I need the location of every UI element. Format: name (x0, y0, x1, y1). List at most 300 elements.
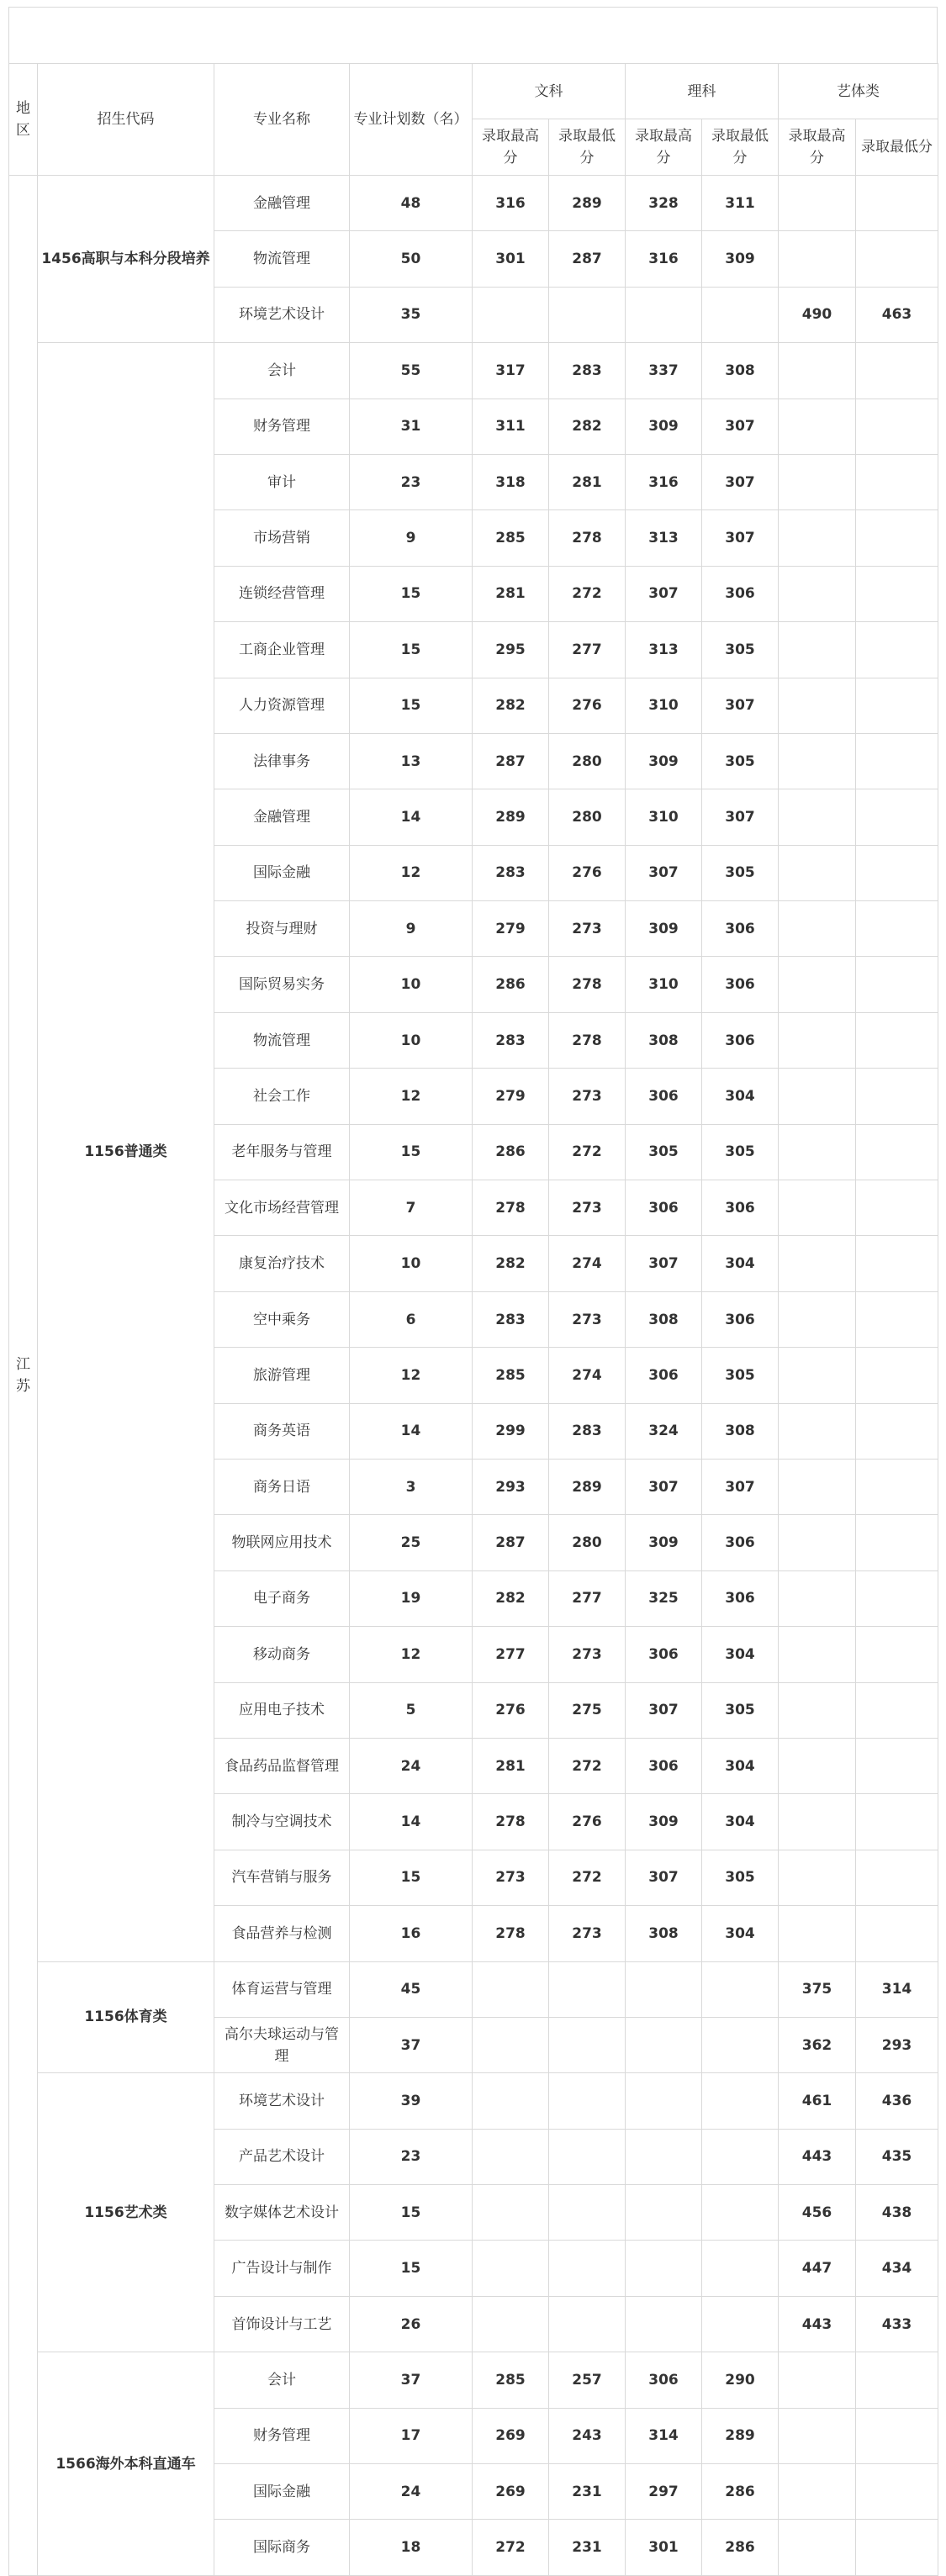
yiti-min-cell (856, 1850, 938, 1905)
major-cell: 食品药品监督管理 (214, 1738, 350, 1793)
major-cell: 金融管理 (214, 789, 350, 845)
like-max-cell: 324 (626, 1403, 702, 1459)
like-min-cell: 306 (702, 1570, 779, 1626)
wenke-max-cell (473, 2296, 549, 2352)
yiti-max-cell (779, 1459, 856, 1514)
yiti-min-cell (856, 1180, 938, 1236)
major-cell: 旅游管理 (214, 1348, 350, 1403)
yiti-max-cell: 447 (779, 2241, 856, 2296)
yiti-min-cell: 434 (856, 2241, 938, 2296)
like-min-cell: 306 (702, 1291, 779, 1347)
wenke-max-cell: 311 (473, 399, 549, 454)
wenke-min-cell: 275 (549, 1682, 626, 1738)
like-max-cell: 310 (626, 789, 702, 845)
wenke-min-cell: 289 (549, 176, 626, 231)
like-max-cell: 308 (626, 1012, 702, 1068)
yiti-min-cell: 314 (856, 1961, 938, 2017)
yiti-min-cell (856, 399, 938, 454)
major-cell: 首饰设计与工艺 (214, 2296, 350, 2352)
like-max-cell: 316 (626, 454, 702, 509)
wenke-min-cell: 243 (549, 2408, 626, 2463)
plan-count-cell: 23 (350, 454, 473, 509)
major-cell: 电子商务 (214, 1570, 350, 1626)
plan-count-cell: 37 (350, 2017, 473, 2072)
yiti-min-cell: 436 (856, 2073, 938, 2129)
like-max-cell: 314 (626, 2408, 702, 2463)
like-min-cell: 305 (702, 1850, 779, 1905)
plan-count-cell: 35 (350, 287, 473, 342)
like-min-cell: 311 (702, 176, 779, 231)
like-min-cell: 307 (702, 510, 779, 566)
wenke-max-cell: 277 (473, 1627, 549, 1682)
like-max-cell: 307 (626, 1459, 702, 1514)
major-cell: 老年服务与管理 (214, 1124, 350, 1180)
like-min-cell: 306 (702, 566, 779, 621)
major-cell: 金融管理 (214, 176, 350, 231)
wenke-min-cell: 283 (549, 343, 626, 399)
major-cell: 会计 (214, 343, 350, 399)
major-cell: 国际商务 (214, 2520, 350, 2575)
group-code-cell: 1456高职与本科分段培养 (38, 176, 214, 343)
plan-count-cell: 19 (350, 1570, 473, 1626)
like-max-cell (626, 2129, 702, 2184)
plan-count-cell: 12 (350, 1348, 473, 1403)
header-wenke-max: 录取最高分 (473, 119, 549, 176)
major-cell: 体育运营与管理 (214, 1961, 350, 2017)
wenke-max-cell: 282 (473, 1570, 549, 1626)
wenke-min-cell (549, 2129, 626, 2184)
yiti-max-cell (779, 1570, 856, 1626)
like-max-cell: 306 (626, 1348, 702, 1403)
wenke-min-cell: 272 (549, 1738, 626, 1793)
like-max-cell: 301 (626, 2520, 702, 2575)
wenke-min-cell (549, 2296, 626, 2352)
like-max-cell (626, 1961, 702, 2017)
yiti-min-cell (856, 454, 938, 509)
wenke-max-cell: 269 (473, 2408, 549, 2463)
plan-count-cell: 12 (350, 845, 473, 900)
like-min-cell (702, 2129, 779, 2184)
like-max-cell: 308 (626, 1291, 702, 1347)
yiti-max-cell (779, 622, 856, 678)
like-min-cell: 309 (702, 231, 779, 287)
yiti-max-cell (779, 176, 856, 231)
like-max-cell: 306 (626, 1738, 702, 1793)
group-code-cell: 1156普通类 (38, 343, 214, 1961)
wenke-max-cell: 281 (473, 566, 549, 621)
wenke-max-cell: 273 (473, 1850, 549, 1905)
table-row (9, 1961, 938, 2017)
yiti-max-cell: 443 (779, 2296, 856, 2352)
yiti-min-cell (856, 231, 938, 287)
major-cell: 高尔夫球运动与管理 (214, 2017, 350, 2072)
yiti-min-cell (856, 1906, 938, 1961)
wenke-min-cell: 278 (549, 957, 626, 1012)
wenke-min-cell: 282 (549, 399, 626, 454)
like-max-cell: 306 (626, 1180, 702, 1236)
yiti-min-cell: 438 (856, 2185, 938, 2241)
yiti-max-cell (779, 231, 856, 287)
yiti-min-cell (856, 343, 938, 399)
wenke-max-cell: 276 (473, 1682, 549, 1738)
yiti-min-cell (856, 176, 938, 231)
wenke-max-cell (473, 2185, 549, 2241)
wenke-min-cell (549, 287, 626, 342)
wenke-max-cell: 282 (473, 1236, 549, 1291)
yiti-min-cell (856, 566, 938, 621)
wenke-max-cell: 289 (473, 789, 549, 845)
like-max-cell: 297 (626, 2464, 702, 2520)
major-cell: 审计 (214, 454, 350, 509)
major-cell: 广告设计与制作 (214, 2241, 350, 2296)
wenke-min-cell: 276 (549, 845, 626, 900)
wenke-min-cell (549, 2241, 626, 2296)
like-max-cell (626, 2185, 702, 2241)
major-cell: 国际金融 (214, 2464, 350, 2520)
header-wenke: 文科 (473, 64, 626, 119)
major-cell: 应用电子技术 (214, 1682, 350, 1738)
like-max-cell: 310 (626, 678, 702, 733)
like-max-cell (626, 2073, 702, 2129)
wenke-max-cell: 285 (473, 1348, 549, 1403)
major-cell: 法律事务 (214, 733, 350, 789)
major-cell: 商务英语 (214, 1403, 350, 1459)
like-min-cell: 290 (702, 2352, 779, 2408)
like-max-cell (626, 2017, 702, 2072)
wenke-min-cell: 273 (549, 901, 626, 957)
plan-count-cell: 25 (350, 1515, 473, 1570)
like-max-cell: 328 (626, 176, 702, 231)
wenke-max-cell: 278 (473, 1180, 549, 1236)
table-row (9, 2073, 938, 2129)
wenke-min-cell: 272 (549, 566, 626, 621)
plan-count-cell: 55 (350, 343, 473, 399)
yiti-max-cell (779, 678, 856, 733)
wenke-max-cell: 287 (473, 1515, 549, 1570)
header-wenke-min: 录取最低分 (549, 119, 626, 176)
yiti-min-cell (856, 1236, 938, 1291)
yiti-min-cell (856, 901, 938, 957)
plan-count-cell: 16 (350, 1906, 473, 1961)
yiti-min-cell (856, 2520, 938, 2575)
yiti-max-cell (779, 1906, 856, 1961)
major-cell: 物联网应用技术 (214, 1515, 350, 1570)
yiti-min-cell (856, 2408, 938, 2463)
header-region: 地区 (9, 64, 38, 176)
wenke-max-cell (473, 2241, 549, 2296)
plan-count-cell: 15 (350, 2185, 473, 2241)
plan-count-cell: 15 (350, 622, 473, 678)
like-min-cell: 307 (702, 678, 779, 733)
yiti-max-cell (779, 1291, 856, 1347)
wenke-max-cell: 287 (473, 733, 549, 789)
like-max-cell: 337 (626, 343, 702, 399)
wenke-max-cell (473, 287, 549, 342)
like-min-cell: 286 (702, 2520, 779, 2575)
like-max-cell: 306 (626, 2352, 702, 2408)
yiti-max-cell (779, 566, 856, 621)
yiti-max-cell (779, 901, 856, 957)
yiti-max-cell (779, 1515, 856, 1570)
major-cell: 国际金融 (214, 845, 350, 900)
like-min-cell (702, 2185, 779, 2241)
like-min-cell: 289 (702, 2408, 779, 2463)
plan-count-cell: 15 (350, 2241, 473, 2296)
like-min-cell: 307 (702, 789, 779, 845)
like-max-cell: 309 (626, 399, 702, 454)
header-plan: 专业计划数（名） (350, 64, 473, 176)
yiti-min-cell (856, 622, 938, 678)
group-code-cell: 1156体育类 (38, 1961, 214, 2073)
yiti-max-cell: 456 (779, 2185, 856, 2241)
wenke-min-cell: 277 (549, 622, 626, 678)
major-cell: 连锁经营管理 (214, 566, 350, 621)
yiti-min-cell (856, 1124, 938, 1180)
major-cell: 社会工作 (214, 1069, 350, 1124)
wenke-max-cell: 279 (473, 901, 549, 957)
like-max-cell: 313 (626, 622, 702, 678)
major-cell: 工商企业管理 (214, 622, 350, 678)
major-cell: 空中乘务 (214, 1291, 350, 1347)
plan-count-cell: 23 (350, 2129, 473, 2184)
like-min-cell: 306 (702, 901, 779, 957)
yiti-max-cell: 375 (779, 1961, 856, 2017)
like-min-cell: 306 (702, 1515, 779, 1570)
wenke-min-cell: 280 (549, 789, 626, 845)
yiti-max-cell (779, 2408, 856, 2463)
header-like-min: 录取最低分 (702, 119, 779, 176)
table-body (9, 176, 938, 2576)
wenke-min-cell: 231 (549, 2464, 626, 2520)
wenke-min-cell: 272 (549, 1124, 626, 1180)
wenke-max-cell: 278 (473, 1906, 549, 1961)
region-cell: 江苏 (9, 176, 38, 2576)
like-min-cell: 307 (702, 454, 779, 509)
plan-count-cell: 31 (350, 399, 473, 454)
yiti-max-cell (779, 510, 856, 566)
yiti-max-cell (779, 1850, 856, 1905)
admission-score-table (8, 63, 938, 2576)
yiti-max-cell (779, 1236, 856, 1291)
yiti-max-cell (779, 454, 856, 509)
yiti-max-cell: 490 (779, 287, 856, 342)
yiti-min-cell (856, 845, 938, 900)
yiti-max-cell (779, 399, 856, 454)
like-min-cell: 304 (702, 1906, 779, 1961)
plan-count-cell: 9 (350, 510, 473, 566)
yiti-min-cell (856, 2352, 938, 2408)
yiti-min-cell (856, 1794, 938, 1850)
table-row (9, 176, 938, 231)
like-min-cell (702, 2241, 779, 2296)
yiti-min-cell (856, 1069, 938, 1124)
plan-count-cell: 7 (350, 1180, 473, 1236)
like-min-cell: 307 (702, 399, 779, 454)
wenke-max-cell: 295 (473, 622, 549, 678)
wenke-max-cell: 279 (473, 1069, 549, 1124)
plan-count-cell: 10 (350, 1236, 473, 1291)
like-min-cell: 308 (702, 343, 779, 399)
plan-count-cell: 9 (350, 901, 473, 957)
major-cell: 食品营养与检测 (214, 1906, 350, 1961)
table-title-bar (8, 7, 938, 63)
like-max-cell: 306 (626, 1069, 702, 1124)
plan-count-cell: 37 (350, 2352, 473, 2408)
major-cell: 康复治疗技术 (214, 1236, 350, 1291)
like-min-cell: 305 (702, 845, 779, 900)
major-cell: 环境艺术设计 (214, 287, 350, 342)
like-max-cell: 306 (626, 1627, 702, 1682)
major-cell: 文化市场经营管理 (214, 1180, 350, 1236)
like-max-cell: 316 (626, 231, 702, 287)
plan-count-cell: 6 (350, 1291, 473, 1347)
plan-count-cell: 24 (350, 1738, 473, 1793)
plan-count-cell: 12 (350, 1069, 473, 1124)
plan-count-cell: 48 (350, 176, 473, 231)
yiti-min-cell (856, 2464, 938, 2520)
major-cell: 物流管理 (214, 1012, 350, 1068)
wenke-max-cell: 318 (473, 454, 549, 509)
wenke-min-cell: 273 (549, 1180, 626, 1236)
yiti-max-cell (779, 1180, 856, 1236)
wenke-max-cell: 282 (473, 678, 549, 733)
major-cell: 物流管理 (214, 231, 350, 287)
like-min-cell: 305 (702, 1124, 779, 1180)
yiti-min-cell (856, 678, 938, 733)
yiti-max-cell (779, 1124, 856, 1180)
yiti-max-cell (779, 1069, 856, 1124)
wenke-min-cell: 273 (549, 1627, 626, 1682)
wenke-min-cell: 276 (549, 678, 626, 733)
wenke-min-cell: 274 (549, 1348, 626, 1403)
wenke-min-cell: 280 (549, 733, 626, 789)
wenke-max-cell: 301 (473, 231, 549, 287)
wenke-min-cell (549, 2017, 626, 2072)
wenke-max-cell: 299 (473, 1403, 549, 1459)
header-yiti-min: 录取最低分 (856, 119, 938, 176)
wenke-max-cell: 285 (473, 2352, 549, 2408)
like-min-cell: 306 (702, 957, 779, 1012)
plan-count-cell: 13 (350, 733, 473, 789)
like-min-cell: 305 (702, 622, 779, 678)
like-min-cell (702, 2017, 779, 2072)
plan-count-cell: 14 (350, 1403, 473, 1459)
like-min-cell: 304 (702, 1627, 779, 1682)
yiti-min-cell (856, 1515, 938, 1570)
like-min-cell: 304 (702, 1794, 779, 1850)
yiti-max-cell (779, 1627, 856, 1682)
wenke-max-cell: 281 (473, 1738, 549, 1793)
yiti-min-cell (856, 1627, 938, 1682)
yiti-max-cell: 362 (779, 2017, 856, 2072)
yiti-min-cell (856, 733, 938, 789)
yiti-min-cell (856, 957, 938, 1012)
wenke-min-cell: 274 (549, 1236, 626, 1291)
plan-count-cell: 17 (350, 2408, 473, 2463)
yiti-max-cell (779, 1682, 856, 1738)
major-cell: 产品艺术设计 (214, 2129, 350, 2184)
header-major: 专业名称 (214, 64, 350, 176)
wenke-min-cell (549, 2073, 626, 2129)
plan-count-cell: 5 (350, 1682, 473, 1738)
wenke-min-cell: 281 (549, 454, 626, 509)
yiti-max-cell (779, 1012, 856, 1068)
group-code-cell: 1156艺术类 (38, 2073, 214, 2352)
wenke-max-cell: 283 (473, 845, 549, 900)
yiti-min-cell (856, 789, 938, 845)
major-cell: 会计 (214, 2352, 350, 2408)
major-cell: 环境艺术设计 (214, 2073, 350, 2129)
plan-count-cell: 14 (350, 1794, 473, 1850)
yiti-max-cell (779, 1738, 856, 1793)
header-yiti-max: 录取最高分 (779, 119, 856, 176)
like-min-cell (702, 2073, 779, 2129)
like-max-cell: 307 (626, 566, 702, 621)
like-max-cell: 309 (626, 901, 702, 957)
yiti-max-cell (779, 2464, 856, 2520)
wenke-min-cell (549, 1961, 626, 2017)
yiti-max-cell (779, 1403, 856, 1459)
major-cell: 数字媒体艺术设计 (214, 2185, 350, 2241)
like-max-cell: 308 (626, 1906, 702, 1961)
plan-count-cell: 26 (350, 2296, 473, 2352)
header-like-max: 录取最高分 (626, 119, 702, 176)
like-max-cell (626, 287, 702, 342)
wenke-min-cell: 257 (549, 2352, 626, 2408)
wenke-min-cell: 273 (549, 1906, 626, 1961)
like-min-cell: 304 (702, 1069, 779, 1124)
like-max-cell: 305 (626, 1124, 702, 1180)
major-cell: 市场营销 (214, 510, 350, 566)
wenke-min-cell: 287 (549, 231, 626, 287)
wenke-max-cell (473, 2017, 549, 2072)
like-min-cell: 305 (702, 733, 779, 789)
yiti-min-cell: 293 (856, 2017, 938, 2072)
yiti-min-cell (856, 1403, 938, 1459)
yiti-min-cell (856, 1570, 938, 1626)
wenke-max-cell: 269 (473, 2464, 549, 2520)
wenke-min-cell: 231 (549, 2520, 626, 2575)
wenke-max-cell (473, 1961, 549, 2017)
major-cell: 商务日语 (214, 1459, 350, 1514)
wenke-max-cell: 283 (473, 1012, 549, 1068)
yiti-max-cell (779, 957, 856, 1012)
yiti-max-cell: 461 (779, 2073, 856, 2129)
table-row (9, 2352, 938, 2408)
yiti-min-cell: 435 (856, 2129, 938, 2184)
like-max-cell: 309 (626, 1515, 702, 1570)
wenke-max-cell (473, 2073, 549, 2129)
like-max-cell: 313 (626, 510, 702, 566)
wenke-min-cell: 280 (549, 1515, 626, 1570)
yiti-max-cell: 443 (779, 2129, 856, 2184)
yiti-min-cell (856, 1682, 938, 1738)
header-yiti: 艺体类 (779, 64, 938, 119)
major-cell: 国际贸易实务 (214, 957, 350, 1012)
like-min-cell: 307 (702, 1459, 779, 1514)
like-min-cell: 304 (702, 1738, 779, 1793)
wenke-min-cell: 273 (549, 1291, 626, 1347)
wenke-min-cell: 273 (549, 1069, 626, 1124)
plan-count-cell: 12 (350, 1627, 473, 1682)
like-max-cell: 309 (626, 733, 702, 789)
major-cell: 制冷与空调技术 (214, 1794, 350, 1850)
yiti-min-cell (856, 1348, 938, 1403)
plan-count-cell: 45 (350, 1961, 473, 2017)
wenke-max-cell: 293 (473, 1459, 549, 1514)
plan-count-cell: 15 (350, 678, 473, 733)
yiti-min-cell (856, 1012, 938, 1068)
